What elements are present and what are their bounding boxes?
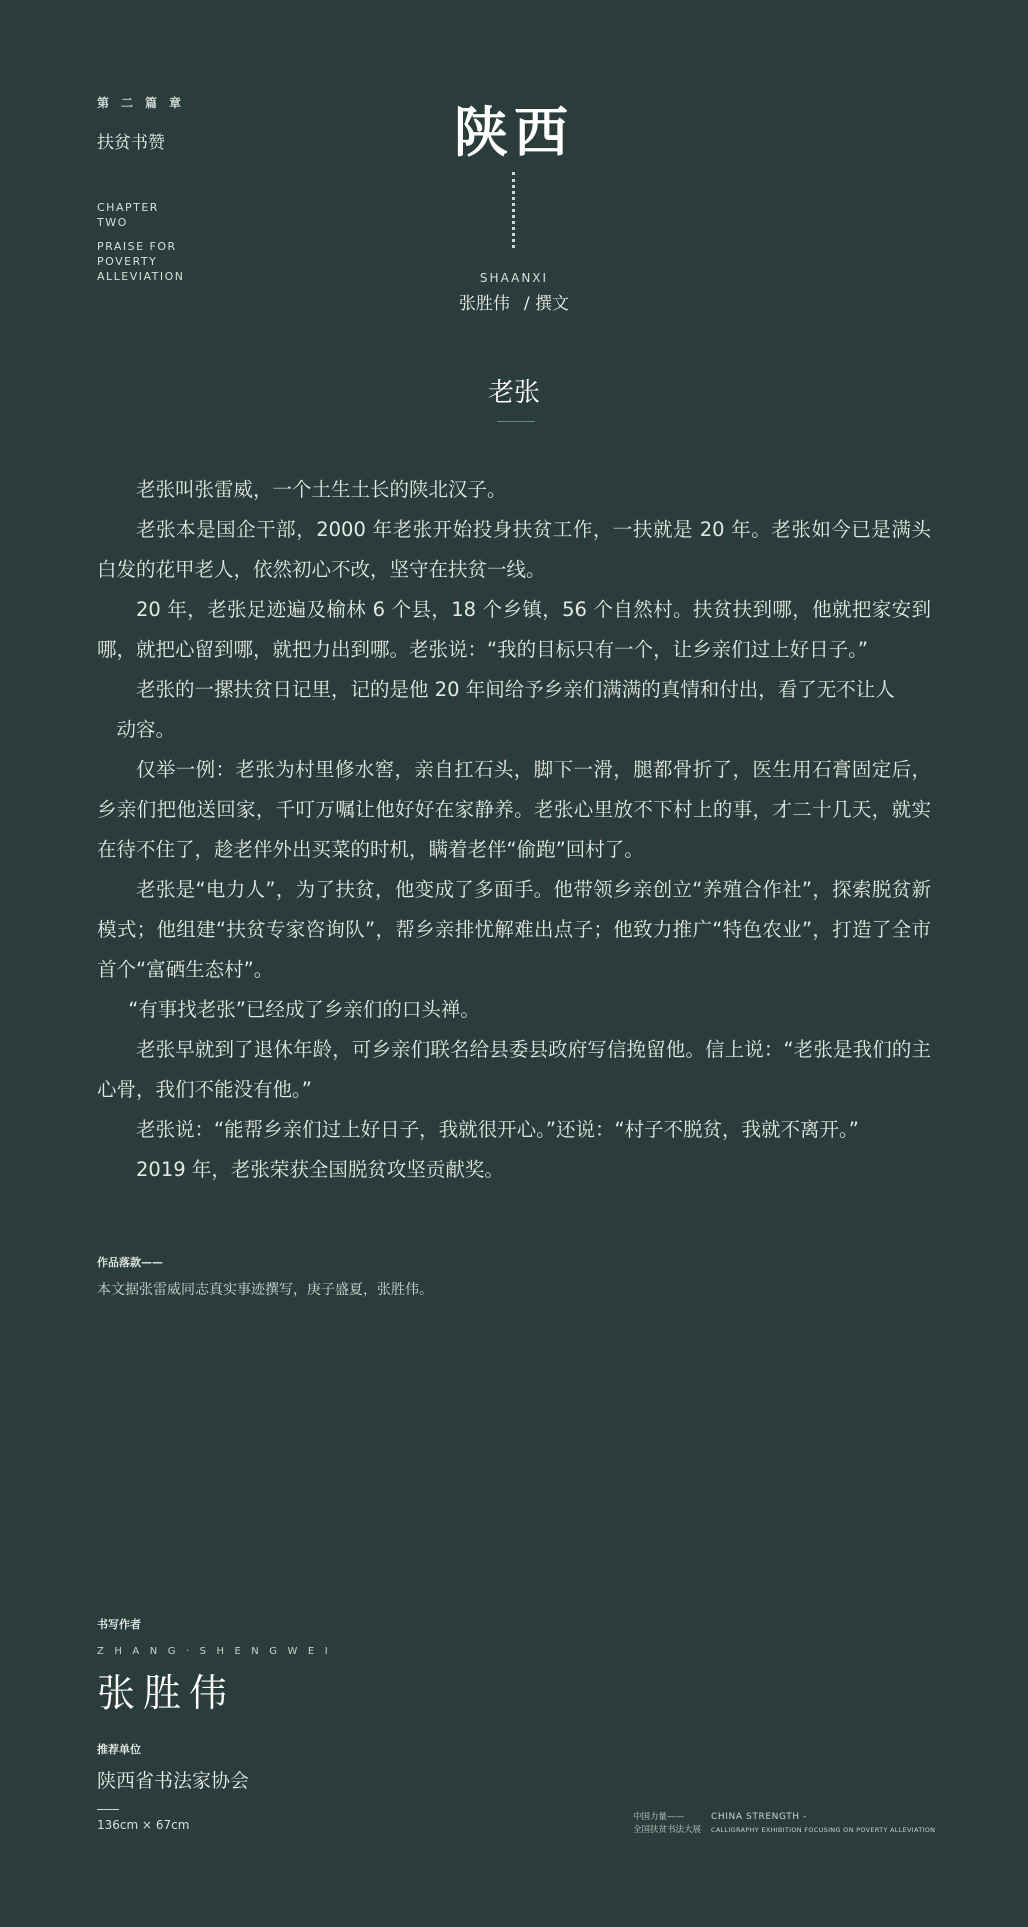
org-name: 陕西省书法家协会	[97, 1770, 250, 1792]
paragraph: “有事找老张”已经成了乡亲们的口头禅。	[128, 998, 480, 1021]
paragraph: 动容。	[116, 718, 176, 741]
section-title-cn: 扶贫书赞	[97, 133, 165, 153]
author-role: / 撰文	[523, 294, 570, 314]
size-divider	[97, 1809, 119, 1810]
colophon-text: 本文据张雷威同志真实事迹撰写，庚子盛夏，张胜伟。	[97, 1282, 433, 1298]
paragraph: 老张的一摞扶贫日记里，记的是他 20 年间给予乡亲们满满的真情和付出，看了无不让人	[136, 678, 895, 701]
artwork-size: 136cm × 67cm	[97, 1818, 190, 1832]
writer-name-cn: 张胜伟	[97, 1671, 236, 1715]
paragraph: 20 年，老张足迹遍及榆林 6 个县，18 个乡镇，56 个自然村。扶贫扶到哪，他就把家安到哪，就把心留到哪，就把力出到哪。老张说：“我的目标只有一个，让乡亲们过上好日子。”	[97, 598, 931, 661]
brand-cn-line-2: 全国扶贫书法大展	[633, 1825, 702, 1835]
province-title-en: SHAANXI	[479, 271, 549, 285]
paragraph: 老张是“电力人”，为了扶贫，他变成了多面手。他带领乡亲创立“养殖合作社”，探索脱贫新模式；他组建“扶贫专家咨询队”，帮乡亲排忧解难出点子；他致力推广“特色农业”，打造了全市首个“富硒生态村”。	[97, 878, 931, 981]
chapter-en-line-2: TWO	[97, 216, 128, 229]
chapter-label-cn: 第二篇章	[97, 96, 194, 110]
writer-name-en: ZHANG·SHENGWEI	[97, 1646, 339, 1657]
paragraph: 2019 年，老张荣获全国脱贫攻坚贡献奖。	[136, 1158, 504, 1181]
chapter-en-line-1: CHAPTER	[97, 201, 159, 214]
praise-en-line-2: POVERTY	[97, 255, 158, 268]
article-title: 老张	[487, 378, 540, 408]
article-body	[97, 470, 931, 1190]
author-name: 张胜伟	[458, 294, 510, 314]
paragraph: 老张说：“能帮乡亲们过上好日子，我就很开心。”还说：“村子不脱贫，我就不离开。”	[136, 1118, 859, 1141]
writer-label: 书写作者	[97, 1618, 141, 1631]
brand-en-line-1: CHINA STRENGTH -	[711, 1812, 807, 1822]
colophon-label: 作品落款——	[97, 1256, 163, 1269]
paragraph: 老张叫张雷威，一个土生土长的陕北汉子。	[136, 478, 507, 501]
praise-en-line-3: ALLEVIATION	[97, 270, 185, 283]
chapter-label-en	[97, 200, 159, 230]
dotted-divider	[512, 172, 515, 248]
province-title: 陕西	[454, 100, 574, 164]
title-underline	[497, 421, 535, 422]
brand-en-line-2: CALLIGRAPHY EXHIBITION FOCUSING ON POVERTY ALLEVIATION	[711, 1826, 936, 1834]
paragraph: 老张早就到了退休年龄，可乡亲们联名给县委县政府写信挽留他。信上说：“老张是我们的主心骨，我们不能没有他。”	[97, 1038, 931, 1101]
exhibition-brand-en	[711, 1811, 935, 1837]
brand-cn-line-1: 中国力量——	[633, 1812, 685, 1822]
exhibition-brand-cn	[633, 1811, 701, 1837]
paragraph: 仅举一例：老张为村里修水窖，亲自扛石头，脚下一滑，腿都骨折了，医生用石膏固定后，乡亲们把他送回家，千叮万嘱让他好好在家静养。老张心里放不下村上的事，才二十几天，就实在待不住了，趁老伴外出买菜的时机，瞒着老伴“偷跑”回村了。	[97, 758, 931, 861]
org-label: 推荐单位	[97, 1743, 141, 1756]
author-line	[0, 289, 1028, 314]
praise-en-line-1: PRAISE FOR	[97, 240, 177, 253]
paragraph: 老张本是国企干部，2000 年老张开始投身扶贫工作，一扶就是 20 年。老张如今已是满头白发的花甲老人，依然初心不改，坚守在扶贫一线。	[97, 518, 931, 581]
